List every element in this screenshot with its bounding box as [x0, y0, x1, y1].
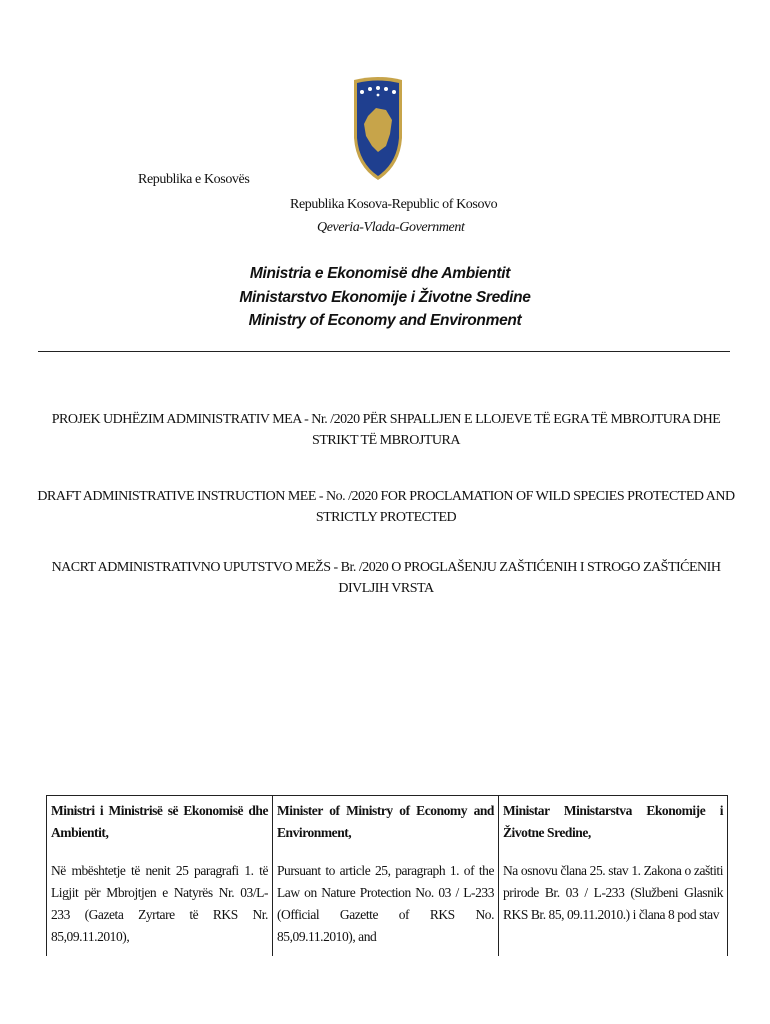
- ministry-name-albanian: Ministria e Ekonomisë dhe Ambientit: [249, 265, 511, 282]
- trilingual-preamble-table: [46, 795, 728, 956]
- kosovo-coat-of-arms-icon: [350, 76, 406, 182]
- column-albanian: [47, 796, 273, 956]
- ministry-name-english: Ministry of Economy and Environment: [248, 312, 522, 329]
- column-text: Pursuant to article 25, paragraph 1. of the Law on Nature Protection No. 03 / L-233 (Official Gazette of RKS No. 85,09.11.2010), and: [277, 863, 494, 944]
- document-title-albanian: PROJEK UDHËZIM ADMINISTRATIV MEA - Nr. /2020 PËR SHPALLJEN E LLOJEVE TË EGRA TË MBROJTURA DHE STRIKT TË MBROJTURA: [51, 412, 721, 448]
- document-title-english: DRAFT ADMINISTRATIVE INSTRUCTION MEE - No. /2020 FOR PROCLAMATION OF WILD SPECIES PROTECTED AND STRICTLY PROTECTED: [37, 489, 735, 525]
- column-text: Na osnovu člana 25. stav 1. Zakona o zaštiti prirode Br. 03 / L-233 (Službeni Glasnik RKS Br. 85, 09.11.2010.) i člana 8 pod stav: [503, 863, 723, 922]
- country-name-albanian: Republika e Kosovës: [138, 172, 250, 187]
- document-title-serbian: NACRT ADMINISTRATIVNO UPUTSTVO MEŽS - Br. /2020 O PROGLAŠENJU ZAŠTIĆENIH I STROGO ZAŠTIĆENIH DIVLJIH VRSTA: [51, 560, 721, 596]
- header-divider: [38, 351, 730, 352]
- column-heading: Ministar Ministarstva Ekonomije i Životne Sredine,: [503, 803, 723, 840]
- government-line: Qeveria-Vlada-Government: [317, 220, 465, 235]
- column-serbian: [499, 796, 727, 956]
- column-heading: Ministri i Ministrisë së Ekonomisë dhe Ambientit,: [51, 803, 268, 840]
- column-english: [273, 796, 499, 956]
- column-heading: Minister of Ministry of Economy and Environment,: [277, 803, 494, 840]
- ministry-name-serbian: Ministarstvo Ekonomije i Životne Sredine: [239, 289, 531, 306]
- country-name-multilingual: Republika Kosova-Republic of Kosovo: [290, 197, 498, 212]
- column-text: Në mbështetje të nenit 25 paragrafi 1. të Ligjit për Mbrojtjen e Natyrës Nr. 03/L-233 (Gazeta Zyrtare të RKS Nr. 85,09.11.2010),: [51, 863, 268, 944]
